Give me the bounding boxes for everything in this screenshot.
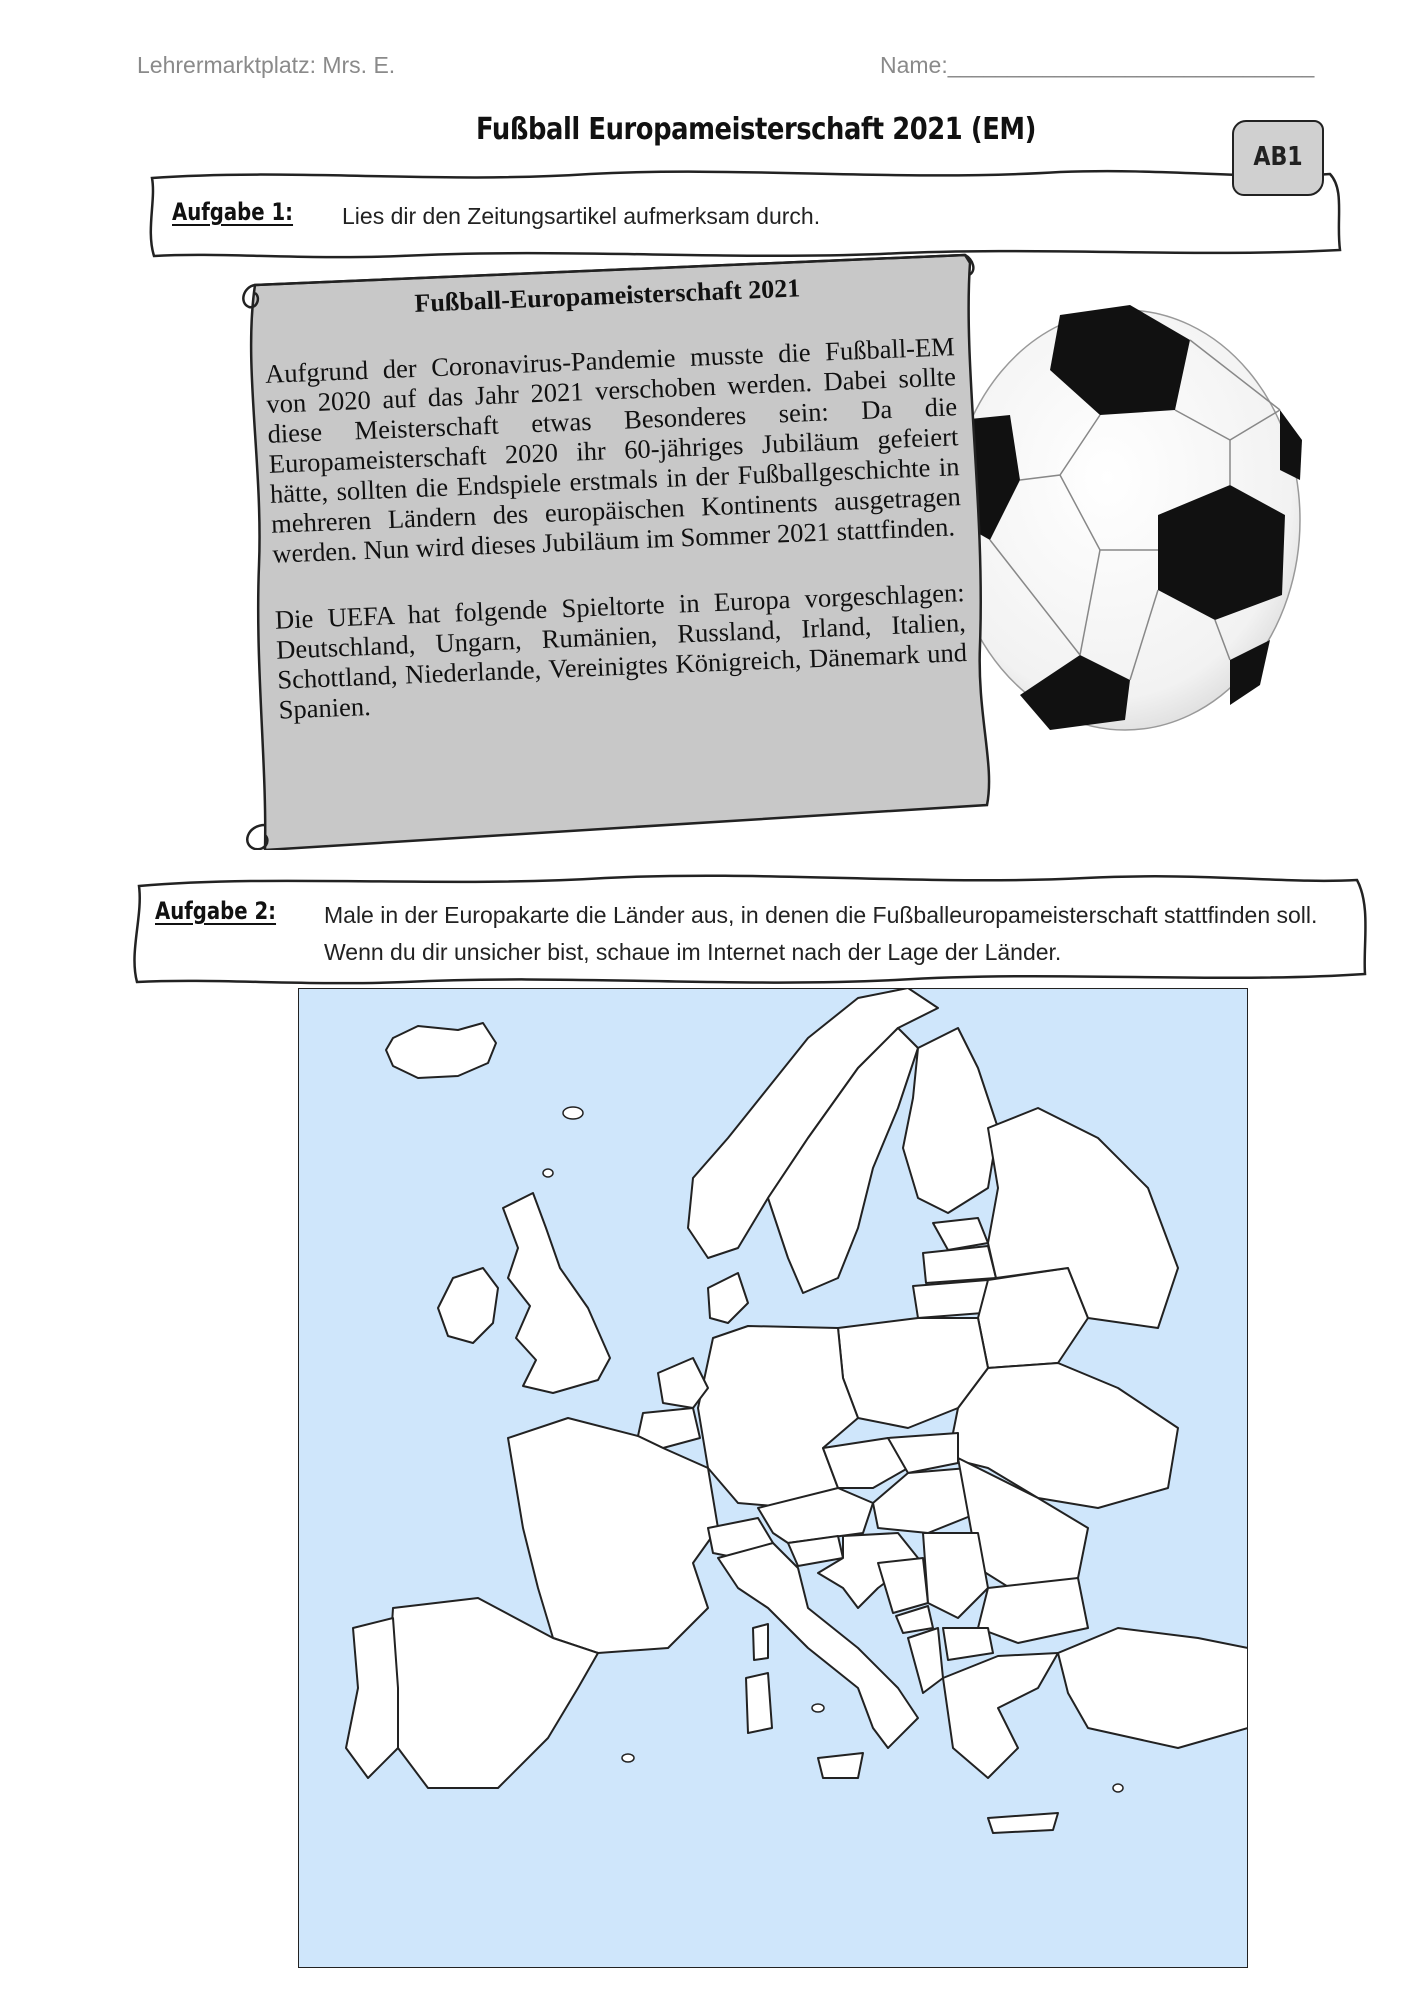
map-sicily (818, 1753, 863, 1778)
article-title: Fußball-Europameisterschaft 2021 (413, 273, 801, 318)
article-body (262, 267, 969, 724)
name-line: _______________________________ (947, 52, 1314, 78)
author-credit: Lehrermarktplatz: Mrs. E. (137, 52, 396, 78)
task1-instruction: Lies dir den Zeitungsartikel aufmerksam durch. (342, 203, 821, 229)
article-paragraph-2: Die UEFA hat folgende Spieltorte in Europa vorgeschlagen: Deutschland, Ungarn, Rumänien, Russland, Irland, Italien, Schottland, Niederlande, Vereinigtes Königreich, Dänemark und Spanien. (274, 577, 968, 725)
task2-label: Aufgabe 2: (155, 897, 277, 925)
name-label: Name: (880, 52, 948, 78)
map-germany (698, 1326, 858, 1508)
europe-map[interactable] (298, 988, 1248, 1968)
page-title: Fußball Europameisterschaft 2021 (EM) (476, 112, 1036, 147)
map-latvia (923, 1246, 996, 1283)
map-corsica (753, 1624, 768, 1660)
badge-label: AB1 (1253, 142, 1303, 172)
name-field[interactable] (880, 52, 1313, 79)
article-paragraph-1: Aufgrund der Coronavirus-Pandemie musste die Fußball-EM von 2020 auf das Jahr 2021 verschoben werden. Dabei sollte diese Meisterschaft etwas Besonderes sein: Da die Europameisterschaft 2020 ihr 60-jähriges Jubiläum gefeiert hätte, sollten die Endspiele erstmals in der Fußballgeschichte in mehreren Ländern des europäischen Kontinents ausgetragen werden. Nun wird dieses Jubiläum im Sommer 2021 stattfinden. (264, 331, 962, 569)
task2-instruction: Male in der Europakarte die Länder aus, in denen die Fußballeuropameisterschaft stattfinden soll. Wenn du dir unsicher bist, schaue im Internet nach der Lage der Länder. (324, 902, 1318, 965)
worksheet-badge (1232, 120, 1324, 196)
map-lithuania (913, 1280, 988, 1318)
map-sardinia (746, 1673, 772, 1733)
task1-label: Aufgabe 1: (172, 198, 294, 226)
